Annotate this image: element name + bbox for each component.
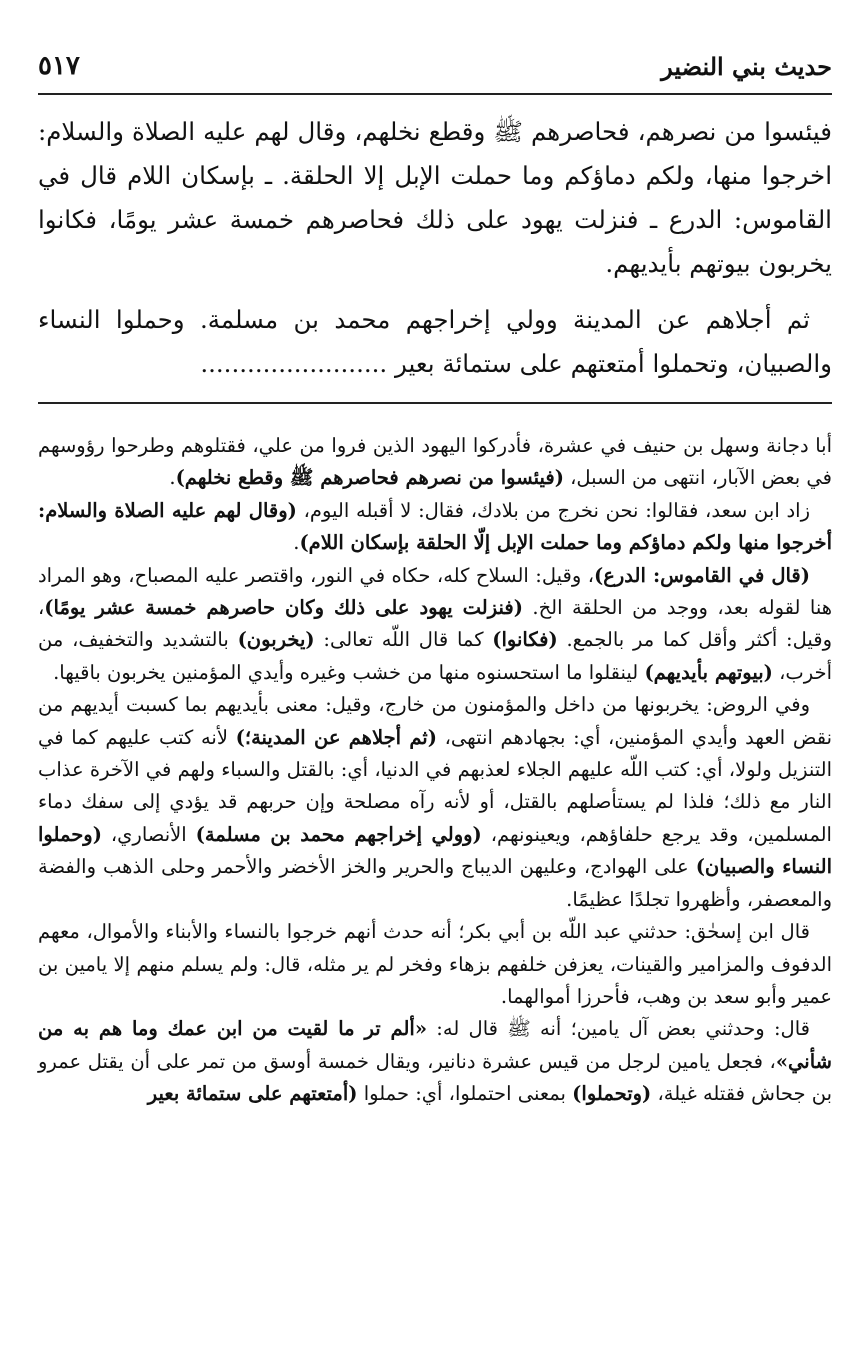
commentary-paragraph	[38, 689, 832, 916]
commentary-text-run: الأنصاري،	[101, 822, 196, 846]
commentary-text-run: ، وقيل: أكثر وأقل كما مر بالجمع.	[38, 596, 832, 652]
commentary-paragraph	[38, 560, 832, 690]
commentary-paragraph	[38, 430, 832, 495]
commentary-text-run: زاد ابن سعد، فقالوا: نحن نخرج من بلادك، فقال: لا أقبله اليوم،	[296, 498, 810, 522]
quoted-matn: (ثم أجلاهم عن المدينة؛)	[235, 725, 437, 749]
commentary-text-run: بمعنى احتملوا، أي: حملوا	[357, 1082, 573, 1106]
commentary-paragraph	[38, 495, 832, 560]
running-title: حديث بني النضير	[661, 51, 832, 81]
header-rule	[38, 93, 832, 95]
commentary-text-run: على الهوادج، وعليهن الديباج والحرير والخز الأخضر والأحمر وحلى الذهب والفضة والمعصفر، وأظهروا تجلدًا عظيمًا.	[38, 855, 832, 911]
separator-rule	[38, 402, 832, 404]
quoted-matn: (وولي إخراجهم محمد بن مسلمة)	[195, 822, 482, 846]
quoted-hadith: «ألم تر ما لقيت من ابن عمك وما هم به من شأني»	[38, 1017, 832, 1073]
quoted-matn: (فنزلت يهود على ذلك وكان حاصرهم خمسة عشر يومًا)	[44, 596, 523, 620]
quoted-matn: (بيوتهم بأيديهم)	[644, 660, 773, 684]
main-text	[38, 110, 832, 386]
quoted-matn: (وقال لهم عليه الصلاة والسلام: أخرجوا منها ولكم دماؤكم وما حملت الإبل إلّا الحلقة بإسكان اللام)	[38, 498, 832, 555]
commentary-paragraph	[38, 916, 832, 1013]
commentary-text-run: لينقلوا ما استحسنوه منها من خشب وغيره وأيدي المؤمنين يخربون باقيها.	[53, 660, 645, 684]
quoted-matn: (قال في القاموس: الدرع)	[594, 563, 810, 587]
main-paragraph: ثم أجلاهم عن المدينة وولي إخراجهم محمد بن مسلمة. وحملوا النساء والصبيان، وتحملوا أمتعتهم على ستمائة بعير ........................	[38, 305, 832, 378]
commentary-text-run: لأنه كتب عليهم كما في التنزيل ولولا، أي: كتب اللّه عليهم الجلاء لعذبهم في الدنيا، أي: بالقتل والسباء ولهم في الآخرة عذاب النار مع ذلك؛ فلذا لم يستأصلهم بالقتل، أو لأنه رآه مصلحة وإن حربهم قد يؤدي إلى سفك دماء المسلمين، وقد يرجع حلفاؤهم، ويعينونهم،	[38, 725, 832, 846]
commentary-text-run: وفي الروض: يخربونها من داخل والمؤمنون من خارج، وقيل: معنى بأيديهم بما كسبت أيديهم من نقض العهد وأيدي المؤمنين، أي: بجهادهم انتهى،	[38, 693, 833, 749]
commentary-text-run: قال: وحدثني بعض آل يامين؛ أنه ﷺ قال له:	[427, 1017, 810, 1041]
commentary-text-run: كما قال اللّه تعالى:	[314, 628, 493, 652]
page-number: ٥١٧	[38, 51, 80, 81]
commentary-text-run: بالتشديد والتخفيف، من أخرب،	[38, 628, 832, 684]
commentary-text-run: .	[169, 466, 176, 490]
quoted-matn: (فكانوا)	[492, 628, 558, 652]
commentary-text-run: ، وقيل: السلاح كله، حكاه في النور، واقتصر عليه المصباح، وهو المراد هنا لقوله بعد، ووجد من الحلقة الخ.	[38, 563, 832, 620]
commentary-paragraph	[38, 1013, 832, 1110]
commentary-text-run: أبا دجانة وسهل بن حنيف في عشرة، فأدركوا اليهود الذين فروا من علي، فقتلوهم وطرحوا رؤوسهم في بعض الآبار، انتهى من السبل،	[38, 434, 832, 490]
page-header	[38, 46, 832, 86]
quoted-matn: (فيئسوا من نصرهم فحاصرهم ﷺ وقطع نخلهم)	[175, 466, 564, 490]
quoted-matn: (يخربون)	[237, 628, 315, 652]
commentary-text	[38, 430, 832, 1111]
main-paragraph: فيئسوا من نصرهم، فحاصرهم ﷺ وقطع نخلهم، وقال لهم عليه الصلاة والسلام: اخرجوا منها، ولكم دماؤكم وما حملت الإبل إلا الحلقة. ـ بإسكان اللام قال في القاموس: الدرع ـ فنزلت يهود على ذلك فحاصرهم خمسة عشر يومًا، فكانوا يخربون بيوتهم بأيديهم.	[38, 117, 832, 278]
quoted-matn: (وحملوا النساء والصبيان)	[38, 822, 832, 879]
quoted-matn: (وتحملوا)	[572, 1082, 652, 1106]
commentary-text-run: ، فجعل يامين لرجل من قيس عشرة دنانير، ويقال خمسة أوسق من تمر على أن يقتل عمرو بن جحاش فقتله غيلة،	[38, 1049, 832, 1106]
commentary-text-run: .	[293, 531, 300, 555]
commentary-text-run: قال ابن إسحٰق: حدثني عبد اللّه بن أبي بكر؛ أنه حدث أنهم خرجوا بالنساء والأبناء والأموال، معهم الدفوف والمزامير والقينات، يعزفن خلفهم بزهاء وفخر لم ير مثله، قال: ولم يسلم منهم إلا يامين بن عمير وأبو سعد بن وهب، فأحرزا أموالهما.	[38, 920, 832, 1008]
quoted-matn: (أمتعتهم على ستمائة بعير	[147, 1082, 358, 1106]
